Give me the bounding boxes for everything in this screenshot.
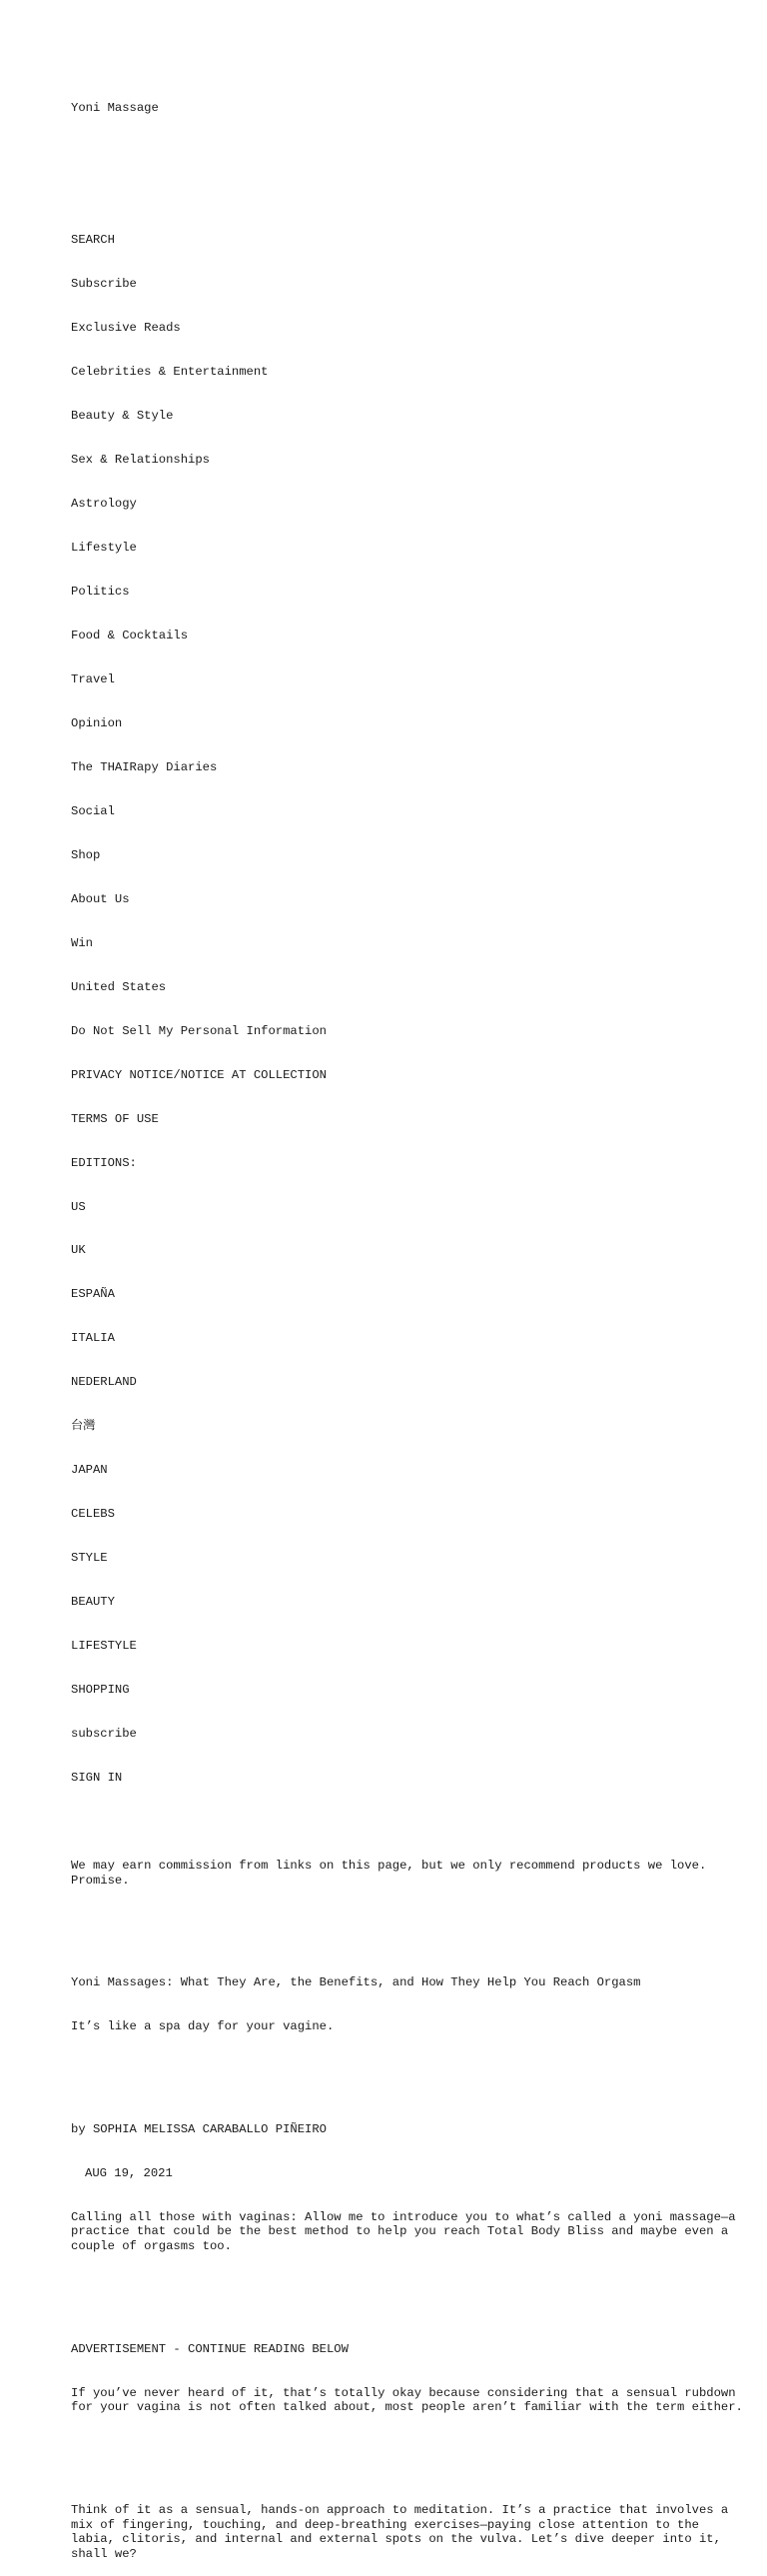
nav-item-opinion[interactable]: Opinion (71, 715, 123, 730)
article-paragraph: Think of it as a sensual, hands-on approach to meditation. It’s a practice that involves a mix of fingering, touching, and deep-breathing exercises—paying close attention to the labia, clitoris, and internal and external spots on the vulva. Let’s dive deeper into it, shall we? (71, 2502, 736, 2561)
page-title: Yoni Massage (71, 101, 159, 116)
section-style[interactable]: STYLE (71, 1551, 108, 1566)
nav-item-beauty-style[interactable]: Beauty & Style (71, 409, 174, 424)
nav-item-do-not-sell[interactable]: Do Not Sell My Personal Information (71, 1023, 327, 1038)
edition-espana[interactable]: ESPAÑA (71, 1287, 115, 1302)
article-paragraph: If you’ve never heard of it, that’s totally okay because considering that a sensual rubdown for your vagina is not often talked about, most people aren’t familiar with the term either. (71, 2385, 743, 2415)
spacer (71, 2283, 750, 2298)
spacer (71, 2444, 750, 2459)
nav-item-terms-of-use[interactable]: TERMS OF USE (71, 1111, 159, 1126)
nav-item-politics[interactable]: Politics (71, 584, 130, 599)
nav-item-shop[interactable]: Shop (71, 847, 101, 862)
subscribe-link[interactable]: subscribe (71, 1727, 137, 1742)
advertisement-label: ADVERTISEMENT - CONTINUE READING BELOW (71, 2341, 349, 2356)
nav-item-united-states[interactable]: United States (71, 979, 167, 994)
nav-item-sex-relationships[interactable]: Sex & Relationships (71, 453, 210, 468)
editions-label: EDITIONS: (71, 1155, 137, 1170)
edition-us[interactable]: US (71, 1199, 86, 1214)
article-dek: It’s like a spa day for your vagine. (71, 2019, 335, 2034)
article-date: AUG 19, 2021 (85, 2165, 173, 2180)
edition-japan[interactable]: JAPAN (71, 1463, 108, 1478)
article-intro: Calling all those with vaginas: Allow me to introduce you to what’s called a yoni massage—a practice that could be the best method to help you reach Total Body Bliss and maybe even a couple of orgasms too. (71, 2209, 743, 2254)
site-navigation (71, 204, 750, 1815)
nav-item-celebrities[interactable]: Celebrities & Entertainment (71, 365, 269, 380)
article-byline[interactable]: by SOPHIA MELISSA CARABALLO PIÑEIRO (71, 2121, 327, 2136)
nav-item-win[interactable]: Win (71, 935, 93, 950)
nav-item-search[interactable]: SEARCH (71, 233, 115, 248)
edition-uk[interactable]: UK (71, 1243, 86, 1258)
edition-nederland[interactable]: NEDERLAND (71, 1375, 137, 1390)
nav-item-food-cocktails[interactable]: Food & Cocktails (71, 628, 189, 643)
document-page (71, 72, 750, 2576)
nav-item-privacy-notice[interactable]: PRIVACY NOTICE/NOTICE AT COLLECTION (71, 1067, 327, 1082)
edition-taiwan[interactable]: 台灣 (71, 1419, 96, 1434)
section-lifestyle[interactable]: LIFESTYLE (71, 1639, 137, 1654)
spacer (71, 2063, 750, 2078)
nav-item-social[interactable]: Social (71, 803, 115, 818)
section-celebs[interactable]: CELEBS (71, 1507, 115, 1522)
nav-item-exclusive-reads[interactable]: Exclusive Reads (71, 321, 181, 336)
section-beauty[interactable]: BEAUTY (71, 1595, 115, 1610)
affiliate-disclaimer: We may earn commission from links on this page, but we only recommend products we love. Promise. (71, 1859, 714, 1888)
edition-italia[interactable]: ITALIA (71, 1331, 115, 1346)
nav-item-lifestyle[interactable]: Lifestyle (71, 540, 137, 555)
spacer (71, 145, 750, 160)
article-headline: Yoni Massages: What They Are, the Benefits, and How They Help You Reach Orgasm (71, 1975, 641, 1990)
nav-item-about-us[interactable]: About Us (71, 891, 130, 906)
spacer (71, 1918, 750, 1932)
nav-item-astrology[interactable]: Astrology (71, 497, 137, 512)
sign-in-link[interactable]: SIGN IN (71, 1771, 123, 1786)
nav-item-travel[interactable]: Travel (71, 671, 115, 686)
section-shopping[interactable]: SHOPPING (71, 1683, 130, 1698)
nav-item-thairapy-diaries[interactable]: The THAIRapy Diaries (71, 759, 218, 774)
nav-item-subscribe[interactable]: Subscribe (71, 277, 137, 292)
